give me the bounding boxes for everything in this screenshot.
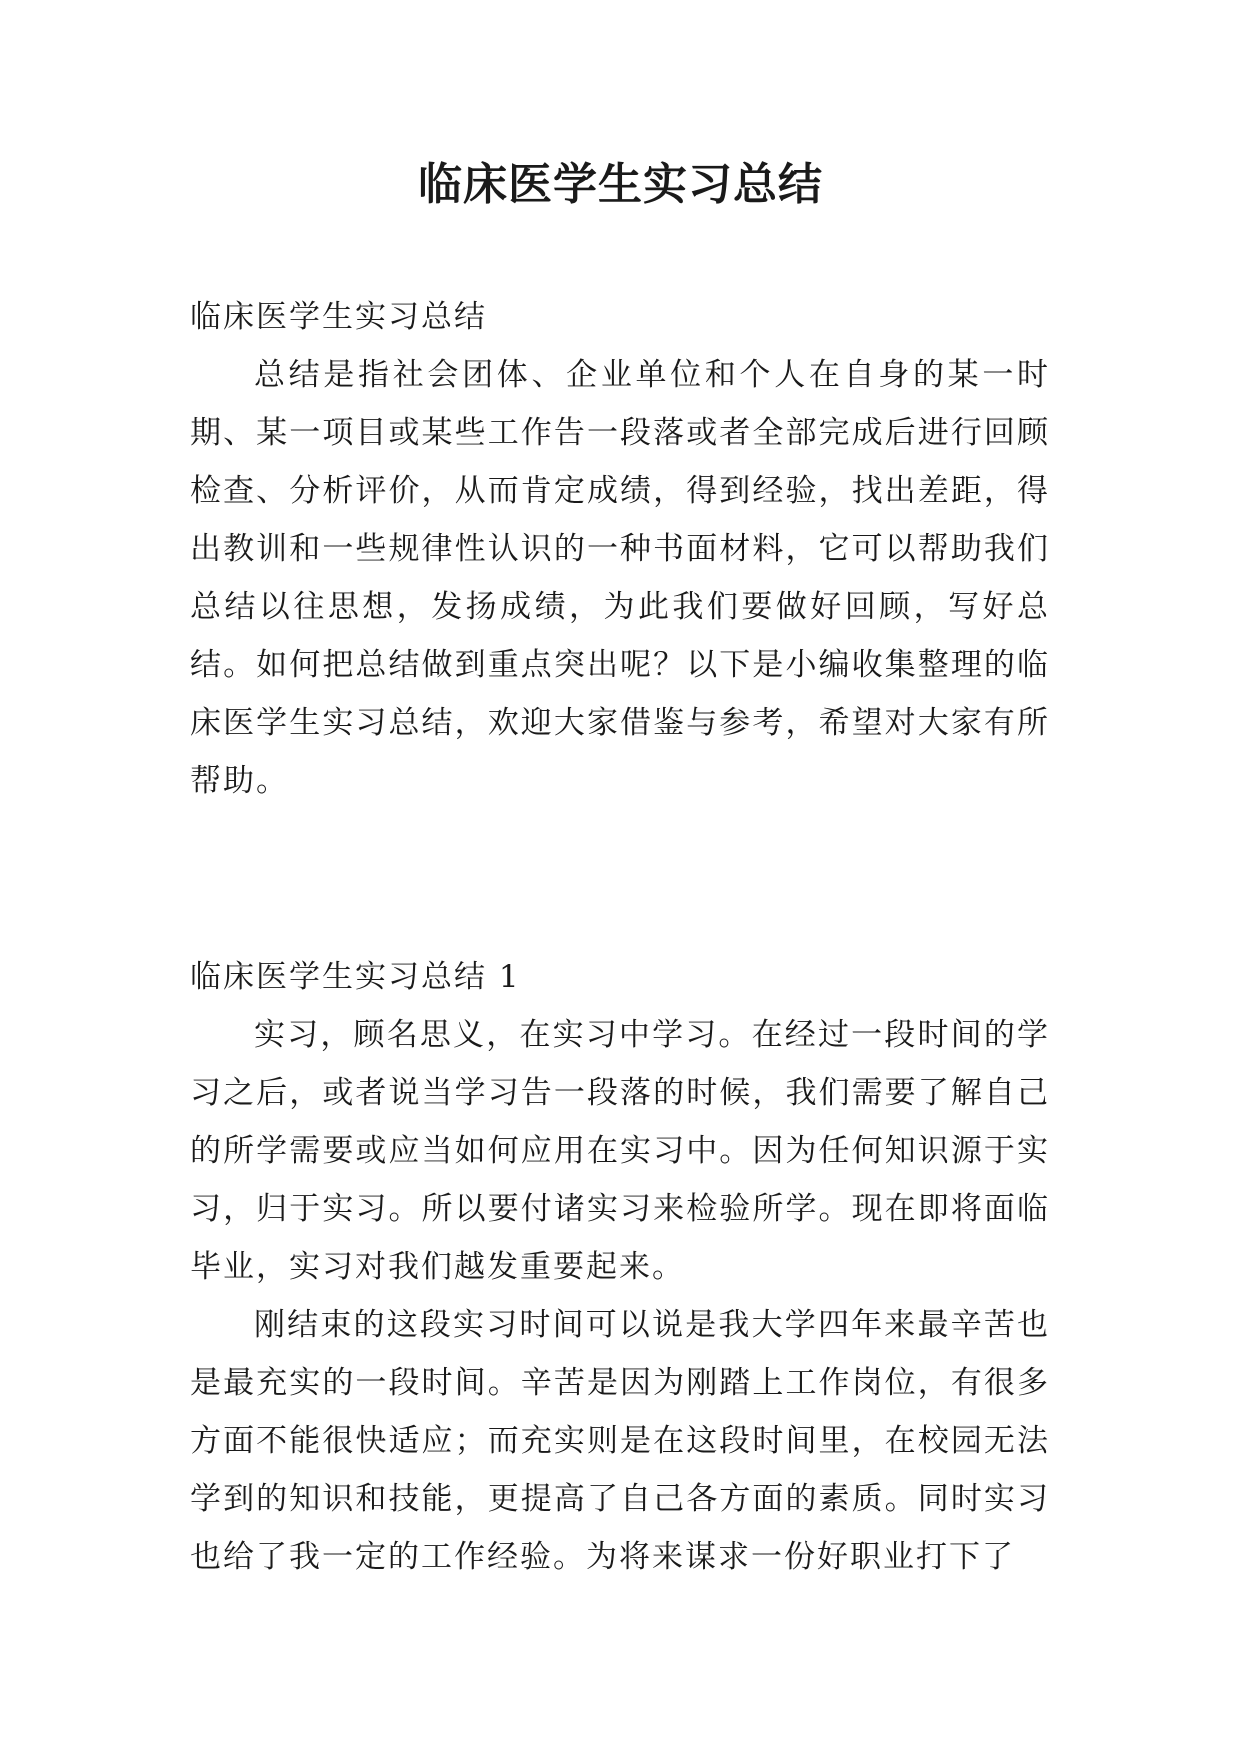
document-title: 临床医学生实习总结 [418,159,823,210]
intro-heading: 临床医学生实习总结 [190,299,487,335]
intro-paragraph: 总结是指社会团体、企业单位和个人在自身的某一时期、某一项目或某些工作告一段落或者全部完成后进行回顾检查、分析评价，从而肯定成绩，得到经验，找出差距，得出教训和一些规律性认识的一种书面材料，它可以帮助我们总结以往思想，发扬成绩，为此我们要做好回顾，写好总结。如何把总结做到重点突出呢？以下是小编收集整理的临床医学生实习总结，欢迎大家借鉴与参考，希望对大家有所帮助。 [190,357,1050,799]
document-body [190,288,1050,1586]
section1-paragraph-1: 实习，顾名思义，在实习中学习。在经过一段时间的学习之后，或者说当学习告一段落的时候，我们需要了解自己的所学需要或应当如何应用在实习中。因为任何知识源于实习，归于实习。所以要付诸实习来检验所学。现在即将面临毕业，实习对我们越发重要起来。 [190,1017,1050,1285]
section1-heading: 临床医学生实习总结 1 [190,959,521,995]
section1-paragraph-2: 刚结束的这段实习时间可以说是我大学四年来最辛苦也是最充实的一段时间。辛苦是因为刚踏上工作岗位，有很多方面不能很快适应；而充实则是在这段时间里，在校园无法学到的知识和技能，更提高了自己各方面的素质。同时实习也给了我一定的工作经验。为将来谋求一份好职业打下了 [190,1307,1050,1575]
section-spacer [190,810,1050,948]
